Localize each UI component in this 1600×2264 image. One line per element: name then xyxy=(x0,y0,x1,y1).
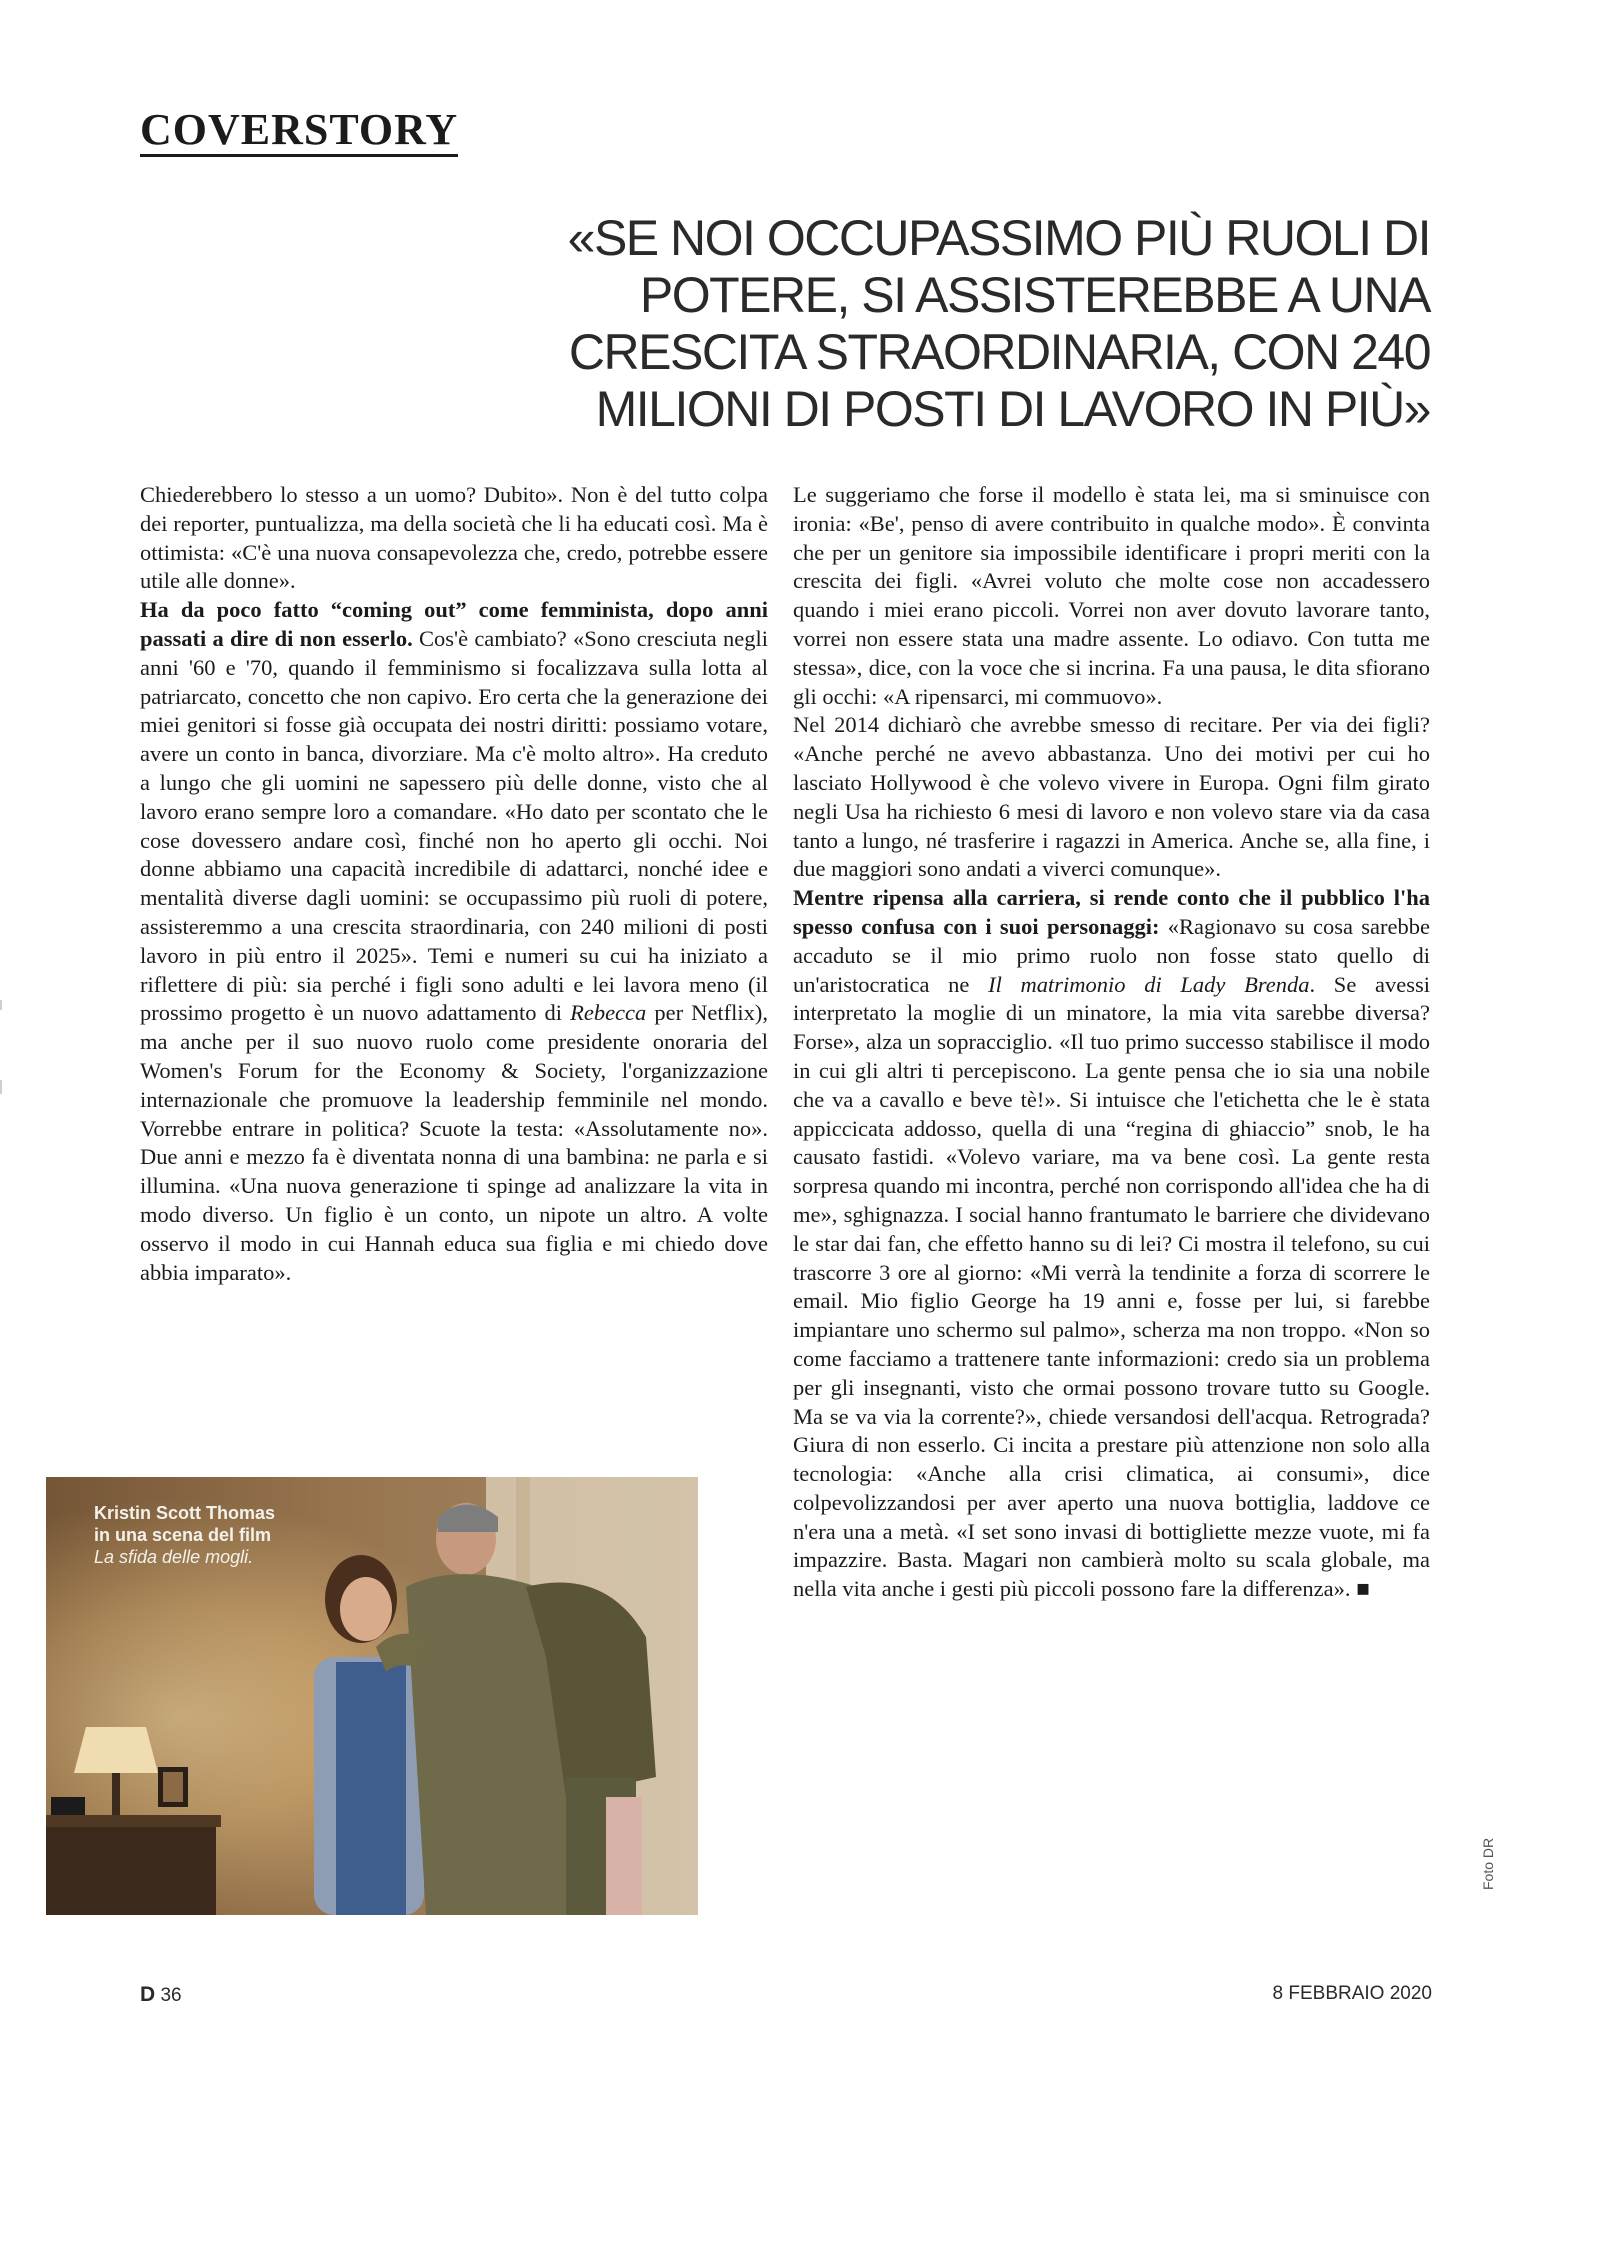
title-italic: Rebecca xyxy=(570,1000,647,1026)
edge-mark xyxy=(0,1000,2,1010)
end-mark: ■ xyxy=(1350,1576,1370,1602)
edge-mark xyxy=(0,1080,2,1094)
paragraph xyxy=(793,884,1430,1604)
article-column-right xyxy=(793,481,1430,1604)
issue-date: 8 FEBBRAIO 2020 xyxy=(1272,1983,1432,2004)
pull-quote xyxy=(500,210,1430,438)
paragraph: Le suggeriamo che forse il modello è stata lei, ma si sminuisce con ironia: «Be', penso di avere contribuito in qualche modo». È convinta che per un genitore sia impossibile identificare i propri meriti con la crescita dei figli. «Avrei voluto che molte cose non accadessero quando i miei erano piccoli. Vorrei non aver dovuto lavorare tanto, vorrei non essere stata una madre assente. Lo odiavo. Con tutta me stessa», dice, con la voce che si incrina. Fa una pausa, le dita sfiorano gli occhi: «A ripensarci, mi commuovo». xyxy=(793,482,1430,709)
magazine-logo: D xyxy=(140,1983,156,2006)
section-label: COVERSTORY xyxy=(140,108,458,157)
paragraph: Nel 2014 dichiarò che avrebbe smesso di recitare. Per via dei figli? «Anche perché ne avevo abbastanza. Uno dei motivi per cui ho lasciato Hollywood è che volevo vivere in Europa. Ogni film girato negli Usa ha richiesto 6 mesi di lavoro e non volevo stare via da casa tanto a lungo, né trasferire i ragazzi in America. Anche se, alla fine, i due maggiori sono andati a viverci comunque». xyxy=(793,712,1430,882)
pull-quote-line: MILIONI DI POSTI DI LAVORO IN PIÙ» xyxy=(595,381,1430,437)
paragraph-text: . Se avessi interpretato la moglie di un minatore, la mia vita sarebbe diversa? Forse», alza un sopracciglio. «Il tuo primo successo stabilisce il modo in cui gli altri ti percepiscono. La gente pensa che io sia una nobile che va a cavallo e beve tè!». Si intuisce che l'etichetta che le è stata appiccicata addosso, quella di una “regina di ghiaccio” snob, le ha causato fastidi. «Volevo variare, ma va bene così. La gente resta sorpresa quando mi incontra, perché non corrispondo all'idea che ha di me», sghignazza. I social hanno frantumato le barriere che dividevano le star dai fan, che effetto hanno su di lei? Ci mostra il telefono, su cui trascorre 3 ore al giorno: «Mi verrà la tendinite a forza di scorrere le email. Mio figlio George ha 19 anni e, fosse per lui, si farebbe impiantare uno schermo sul palmo», scherza ma non troppo. «Non so come facciamo a trattenere tante informazioni: credo sia un problema per gli insegnanti, visto che ormai possono trovare tutto su Google. Ma se va via la corrente?», chiede versandosi dell'acqua. Retrograda? Giura di non esserlo. Ci incita a prestare più attenzione non solo alla tecnologia: «Anche alla crisi climatica, ai consumi», dice colpevolizzandosi per aver aperto una nuova bottiglia, laddove ce n'era una a metà. «I set sono invasi di bottigliette mezze vuote, mi fa impazzire. Basta. Magari non cambierà molto su scala globale, ma nella vita anche i gesti più piccoli possono fare la differenza». xyxy=(793,971,1430,1602)
paragraph-text: «Ragionavo su cosa sarebbe accaduto se il mio primo ruolo non fosse stato quello di un'aristocratica ne xyxy=(793,913,1430,997)
pull-quote-line: «SE NOI OCCUPASSIMO PIÙ RUOLI DI xyxy=(567,210,1430,266)
pull-quote-line: POTERE, SI ASSISTEREBBE A UNA xyxy=(639,267,1430,323)
page-number: 36 xyxy=(160,1985,182,2006)
lead-in: Mentre ripensa alla carriera, si rende conto che il pubblico l'ha spesso confusa con i suoi personaggi: xyxy=(793,885,1430,939)
title-italic: Il matrimonio di Lady Brenda xyxy=(988,971,1310,997)
photo-credit: Foto DR xyxy=(1480,1837,1496,1890)
paragraph: Chiederebbero lo stesso a un uomo? Dubito». Non è del tutto colpa dei reporter, puntualizza, ma della società che li ha educati così. Ma è ottimista: «C'è una nuova consapevolezza che, credo, potrebbe essere utile alle donne». xyxy=(140,482,768,594)
caption-text: Kristin Scott Thomas in una scena del film xyxy=(94,1503,276,1545)
paragraph-text: Cos'è cambiato? «Sono cresciuta negli anni '60 e '70, quando il femminismo si focalizzava sulla lotta al patriarcato, concetto che non capivo. Ero certa che la generazione dei miei genitori si fosse già occupata dei nostri diritti: possiamo votare, avere un conto in banca, divorziare. Ma c'è molto altro». Ha creduto a lungo che gli uomini ne sapessero più delle donne, visto che al lavoro erano sempre loro a comandare. «Ho dato per scontato che le cose dovessero andare così, finché non ho aperto gli occhi. Noi donne abbiamo una capacità incredibile di adattarci, nonché idee e mentalità diverse dagli uomini: se occupassimo più ruoli di potere, assisteremmo a una crescita straordinaria, con 240 milioni di posti lavoro in più entro il 2025». Temi e numeri su cui ha iniziato a riflettere di più: sia perché i figli sono adulti e lei lavora meno (il prossimo progetto è un nuovo adattamento di xyxy=(140,625,768,1026)
page-folio xyxy=(140,1983,182,2007)
paragraph-text: per Netflix), ma anche per il suo nuovo ruolo come presidente onoraria del Women's Forum for the Economy & Society, l'organizzazione internazionale che promuove la leadership femminile nel mondo. Vorrebbe entrare in politica? Scuote la testa: «Assolutamente no». Due anni e mezzo fa è diventata nonna di una bambina: ne parla e si illumina. «Una nuova generazione ti spinge ad analizzare la vita in modo diverso. Un figlio è un conto, un nipote un altro. A volte osservo il modo in cui Hannah educa sua figlia e mi chiedo dove abbia imparato». xyxy=(140,1000,768,1285)
caption-film-title: La sfida delle mogli. xyxy=(94,1547,254,1567)
lead-in: Ha da poco fatto “coming out” come femminista, dopo anni passati a dire di non esserlo. xyxy=(140,597,768,651)
article-column-left xyxy=(140,481,768,1287)
paragraph xyxy=(140,596,768,1287)
pull-quote-line: CRESCITA STRAORDINARIA, CON 240 xyxy=(568,324,1430,380)
photo-caption xyxy=(94,1502,294,1568)
